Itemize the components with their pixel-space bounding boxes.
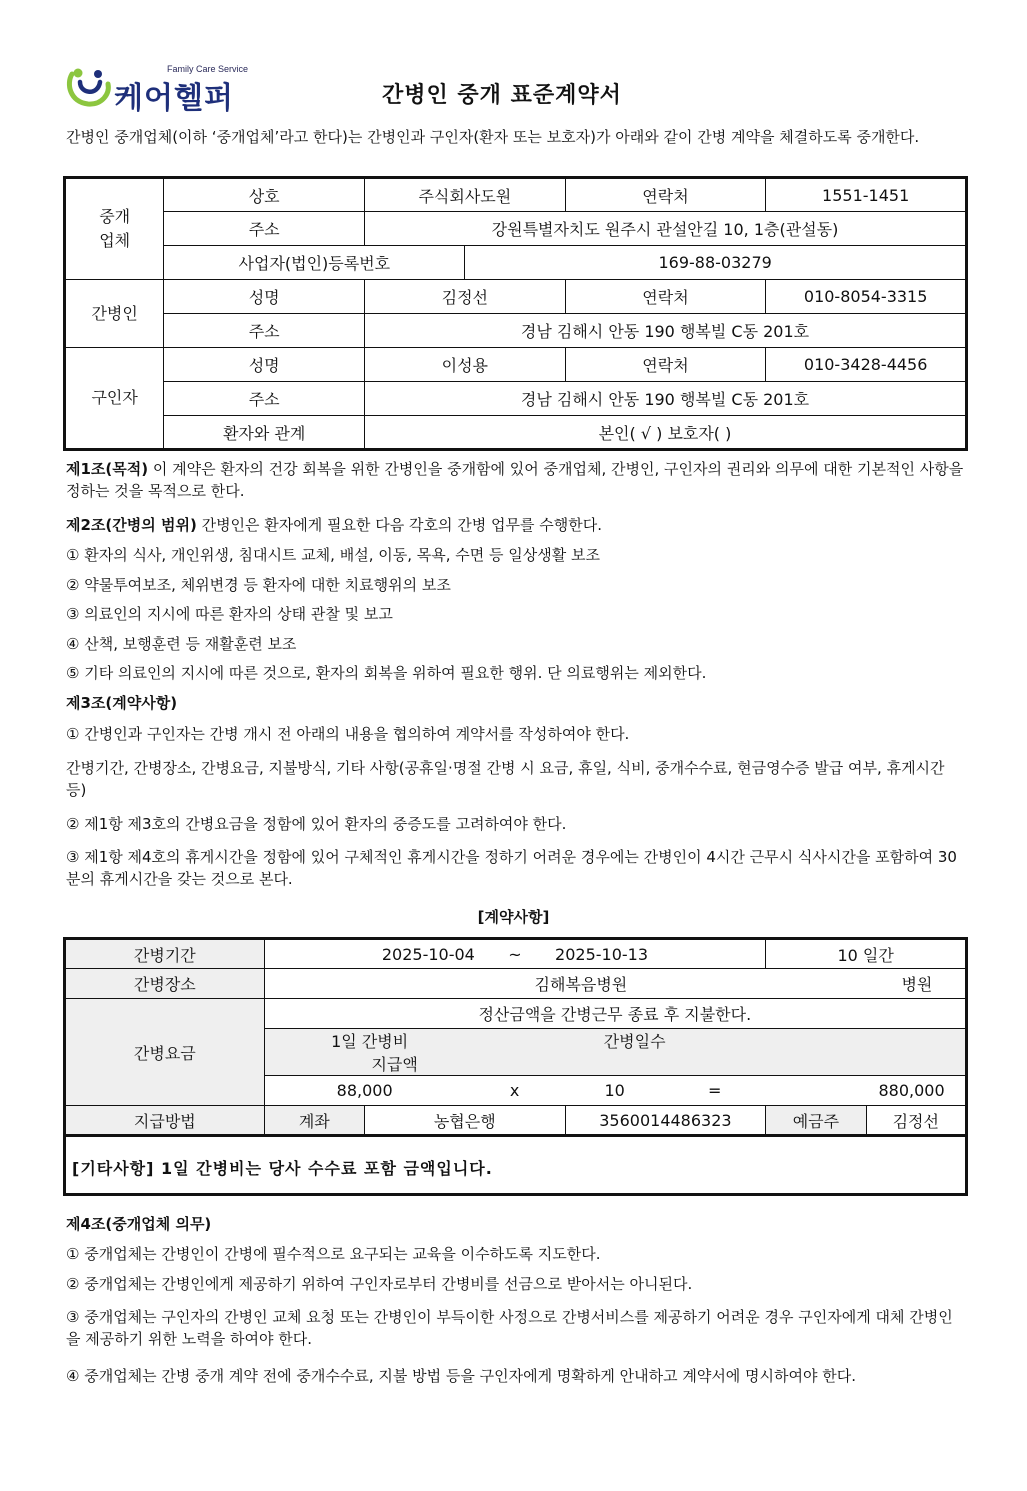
etc-notice-box (63, 1134, 968, 1196)
client-phone: 010-3428-4456 (766, 348, 967, 382)
article-3-item: ② 제1항 제3호의 간병요금을 정함에 있어 환자의 중증도를 고려하여야 한다. (66, 815, 567, 833)
logo-tagline: Family Care Service (167, 64, 249, 74)
place-type: 병원 (901, 975, 933, 994)
equals-sign: = (707, 1081, 722, 1100)
caregiver-name-label: 성명 (164, 280, 365, 314)
place-label: 간병장소 (65, 969, 265, 999)
article-2-item: ② 약물투여보조, 체위변경 등 환자에 대한 치료행위의 보조 (66, 576, 451, 594)
article-4-item: ② 중개업체는 간병인에게 제공하기 위하여 구인자로부터 간병비를 선금으로 받아서는 아니된다. (66, 1275, 693, 1293)
broker-reg: 169-88-03279 (465, 246, 967, 280)
period-tilde: ~ (508, 944, 522, 964)
article-1-text: 이 계약은 환자의 건강 회복을 위한 간병인을 중개함에 있어 중개업체, 간병인, 구인자의 권리와 의무에 대한 기본적인 사항을 정하는 것을 목적으로 한다. (66, 460, 964, 500)
daily-fee: 88,000 (336, 1081, 393, 1100)
broker-phone-label: 연락처 (565, 178, 766, 212)
fee-label: 간병요금 (65, 999, 265, 1106)
client-name: 이성용 (365, 348, 566, 382)
document-header (64, 60, 964, 116)
logo-name: 케어헬퍼 (114, 81, 234, 116)
bank-name: 농협은행 (364, 1106, 565, 1136)
days-count: 10 (604, 1081, 625, 1100)
pay-method-label: 지급방법 (65, 1106, 265, 1136)
client-phone-label: 연락처 (565, 348, 766, 382)
article-2-item: ④ 산책, 보행훈련 등 재활훈련 보조 (66, 635, 297, 653)
broker-addr-label: 주소 (164, 212, 365, 246)
caregiver-addr: 경남 김해시 안동 190 행복빌 C동 201호 (365, 314, 967, 348)
client-relation: 본인( √ ) 보호자( ) (365, 416, 967, 450)
article-2-item: ③ 의료인의 지시에 따른 환자의 상태 관찰 및 보고 (66, 605, 393, 623)
caregiver-group-label: 간병인 (65, 280, 164, 348)
article-3-heading: 제3조(계약사항) (66, 694, 178, 712)
broker-addr: 강원특별자치도 원주시 관설안길 10, 1층(관설동) (365, 212, 967, 246)
account-holder: 김정선 (866, 1106, 966, 1136)
article-4-item: ③ 중개업체는 구인자의 간병인 교체 요청 또는 간병인이 부득이한 사정으로 간병서비스를 제공하기 어려운 경우 구인자에게 대체 간병인을 제공하기 위한 노력을 하여야 한다. (66, 1308, 953, 1348)
article-1 (66, 458, 966, 502)
client-addr: 경남 김해시 안동 190 행복빌 C동 201호 (365, 382, 967, 416)
contract-table (63, 937, 968, 1137)
article-4-item: ① 중개업체는 간병인이 간병에 필수적으로 요구되는 교육을 이수하도록 지도한다. (66, 1245, 601, 1263)
caregiver-phone-label: 연락처 (565, 280, 766, 314)
caregiver-name: 김정선 (365, 280, 566, 314)
account-number: 3560014486323 (565, 1106, 766, 1136)
article-2-heading: 제2조(간병의 범위) (66, 516, 197, 534)
broker-name-label: 상호 (164, 178, 365, 212)
fee-note: 정산금액을 간병근무 종료 후 지불한다. (264, 999, 966, 1029)
page-title: 간병인 중개 표준계약서 (382, 83, 622, 108)
article-3-item: ① 간병인과 구인자는 간병 개시 전 아래의 내용을 협의하여 계약서를 작성하여야 한다. (66, 725, 630, 743)
period-label: 간병기간 (65, 939, 265, 969)
multiply-sign: x (509, 1081, 520, 1100)
period-start: 2025-10-04 (381, 944, 475, 964)
total-amount: 880,000 (878, 1081, 945, 1100)
period-end: 2025-10-13 (555, 944, 649, 964)
total-label: 지급액 (371, 1055, 418, 1074)
article-3-item: 간병기간, 간병장소, 간병요금, 지불방식, 기타 사항(공휴일·명절 간병 시 요금, 휴일, 식비, 중개수수료, 현금영수증 발급 여부, 휴게시간 등) (66, 759, 945, 799)
client-addr-label: 주소 (164, 382, 365, 416)
contract-heading: [계약사항] (477, 908, 550, 926)
article-2-item: ⑤ 기타 의료인의 지시에 따른 것으로, 환자의 회복을 위하여 필요한 행위. 단 의료행위는 제외한다. (66, 664, 707, 682)
pay-type: 계좌 (264, 1106, 364, 1136)
company-logo (64, 60, 274, 116)
fee-values-row (264, 1076, 966, 1106)
fee-header-row (264, 1029, 966, 1076)
broker-name: 주식회사도원 (365, 178, 566, 212)
client-group-label: 구인자 (65, 348, 164, 450)
caregiver-phone: 010-8054-3315 (766, 280, 967, 314)
days-count-label: 간병일수 (603, 1032, 666, 1051)
holder-label: 예금주 (766, 1106, 866, 1136)
article-3-item: ③ 제1항 제4호의 휴게시간을 정함에 있어 구체적인 휴게시간을 정하기 어려운 경우에는 간병인이 4시간 근무시 식사시간을 포함하여 30분의 휴게시간을 갖는 것으로 본다. (66, 848, 957, 888)
client-name-label: 성명 (164, 348, 365, 382)
period-days: 10 일간 (766, 939, 967, 969)
article-4-heading: 제4조(중개업체 의무) (66, 1215, 212, 1233)
parties-table (63, 176, 968, 451)
broker-reg-label: 사업자(법인)등록번호 (164, 246, 465, 280)
etc-notice: [기타사항] 1일 간병비는 당사 수수료 포함 금액입니다. (72, 1159, 493, 1178)
intro-text: 간병인 중개업체(이하 ‘중개업체’라고 한다)는 간병인과 구인자(환자 또는 보호자)가 아래와 같이 간병 계약을 체결하도록 중개한다. (66, 128, 920, 146)
article-2-text: 간병인은 환자에게 필요한 다음 각호의 간병 업무를 수행한다. (196, 516, 602, 534)
place-value (264, 969, 966, 999)
care-helper-logo-icon (64, 64, 114, 110)
article-2 (66, 514, 966, 536)
period-range (264, 939, 766, 969)
article-2-item: ① 환자의 식사, 개인위생, 침대시트 교체, 배설, 이동, 목욕, 수면 등 일상생활 보조 (66, 546, 600, 564)
broker-group-label: 중개 업체 (65, 178, 164, 280)
article-4-item: ④ 중개업체는 간병 중개 계약 전에 중개수수료, 지불 방법 등을 구인자에게 명확하게 안내하고 계약서에 명시하여야 한다. (66, 1367, 857, 1385)
broker-phone: 1551-1451 (766, 178, 967, 212)
place-name: 김해복음병원 (534, 975, 628, 994)
caregiver-addr-label: 주소 (164, 314, 365, 348)
daily-fee-label: 1일 간병비 (331, 1032, 409, 1051)
article-1-heading: 제1조(목적) (66, 460, 149, 478)
client-relation-label: 환자와 관계 (164, 416, 365, 450)
